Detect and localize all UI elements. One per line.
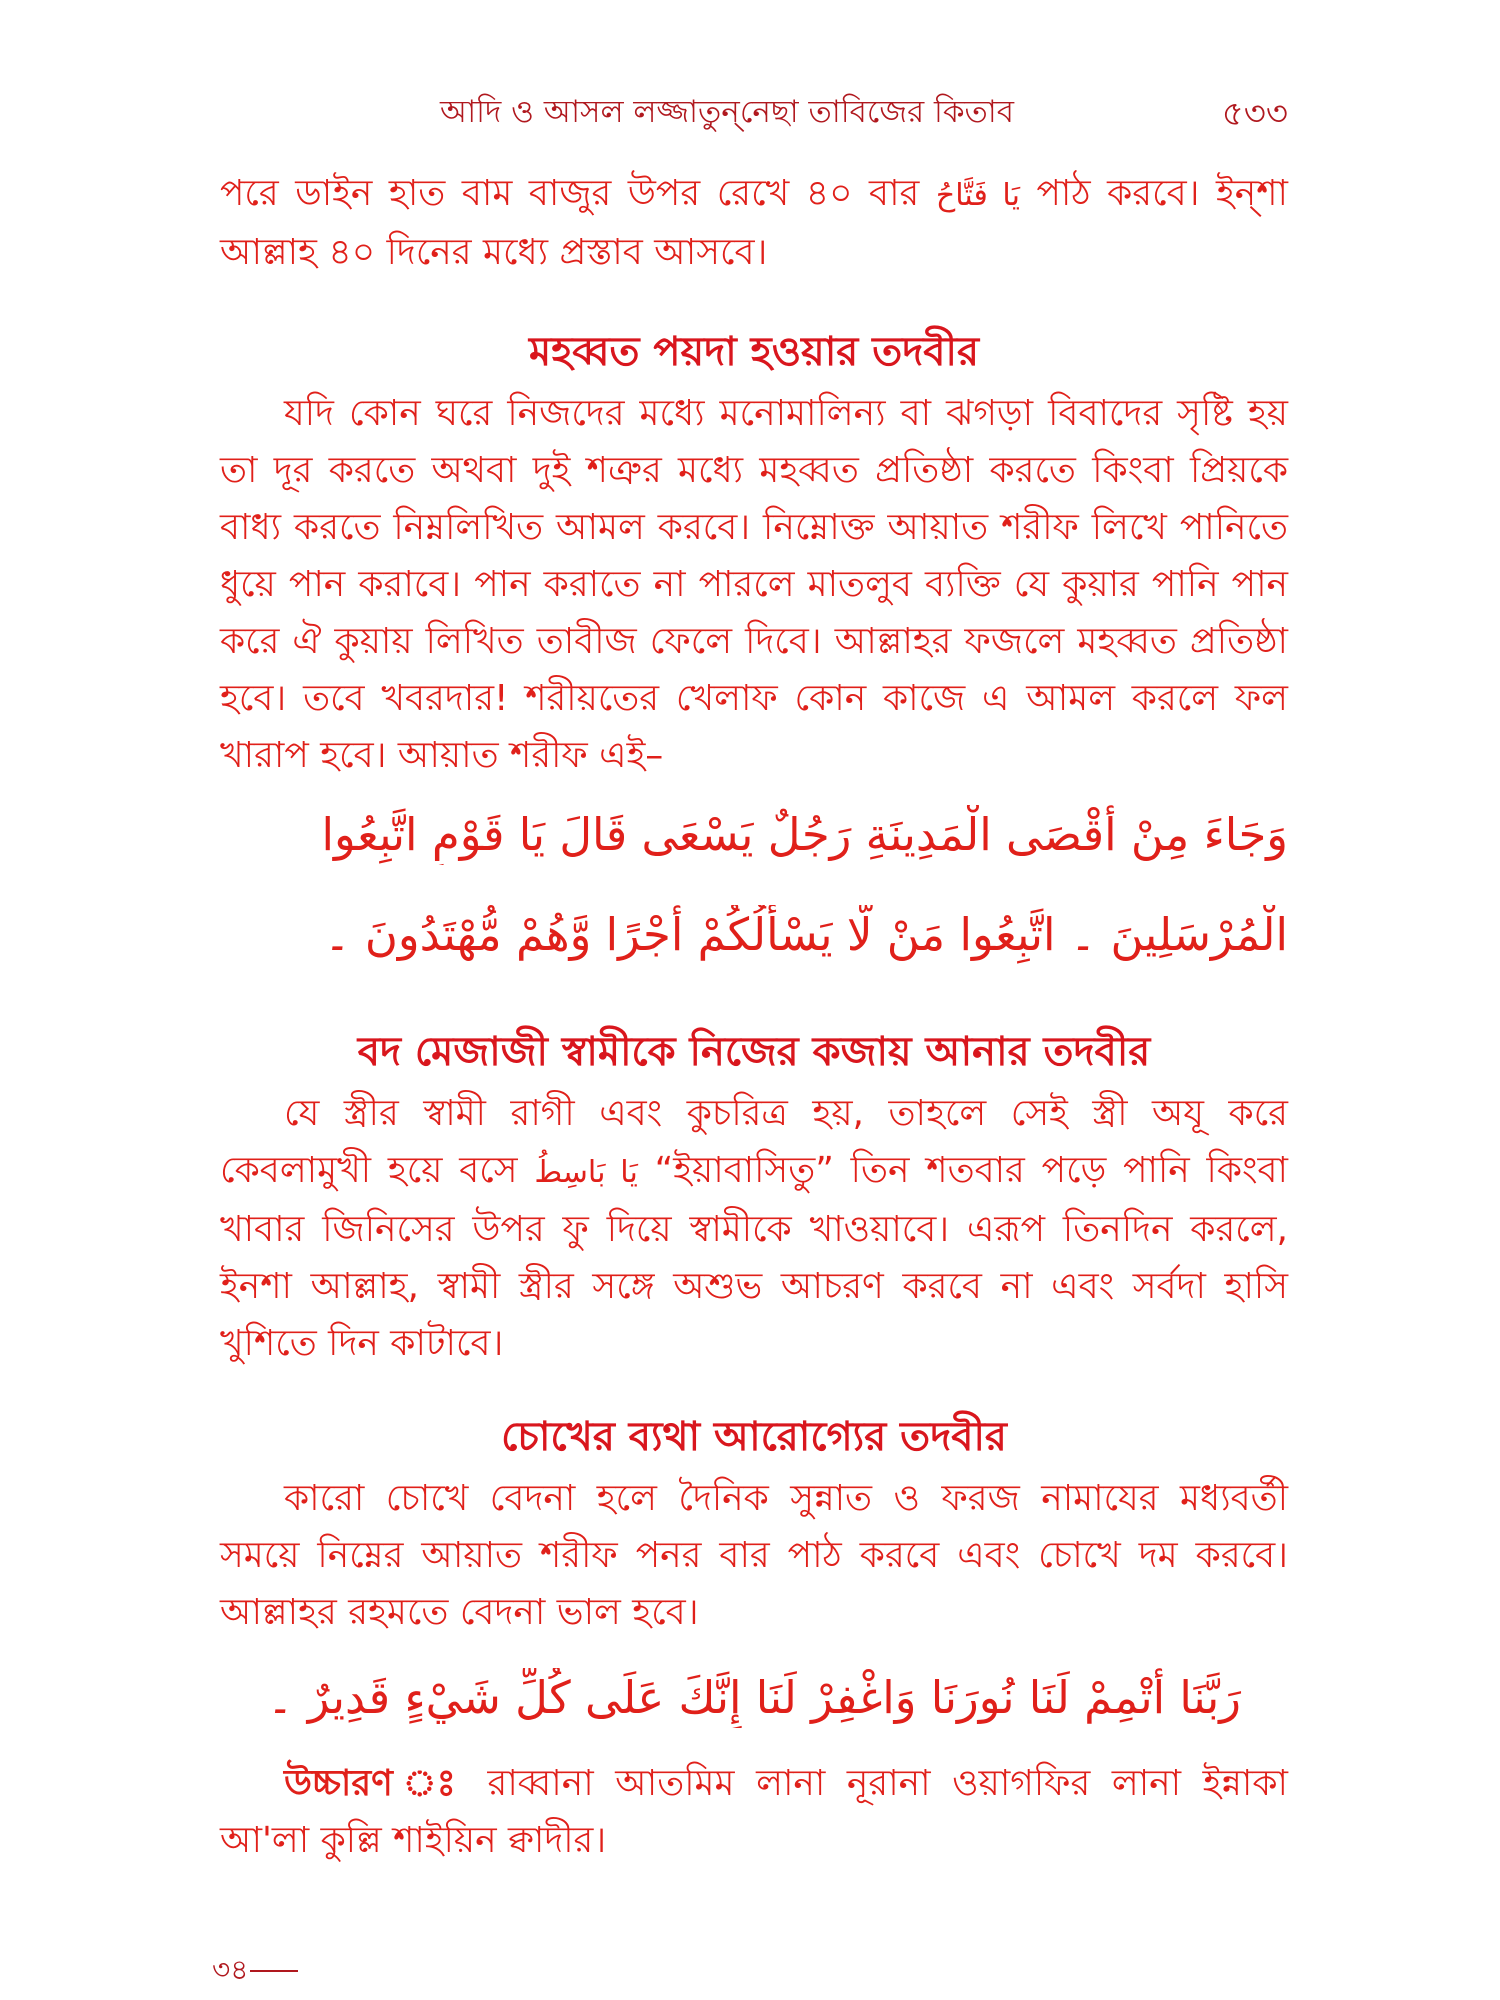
section1-paragraph	[220, 385, 1288, 784]
page-number: ৫৩৩	[1221, 94, 1288, 134]
running-header	[440, 88, 1288, 134]
section1-verse-line2: الْمُرْسَلِينَ ۔ اتَّبِعُوا مَنْ لَّا يَسْأَلُكُمْ أَجْرًا وَّهُمْ مُّهْتَدُونَ ۔	[324, 908, 1288, 961]
section3-verse: رَبَّنَا أَتْمِمْ لَنَا نُورَنَا وَاغْفِرْ لَنَا إِنَّكَ عَلَى كُلِّ شَيْءٍ قَدِيرٌ ۔	[267, 1671, 1241, 1724]
footer-rule	[250, 1970, 298, 1972]
intro-arabic: يَا فَتَّاحُ	[935, 178, 1020, 213]
section2-arabic: يَا بَاسِطُ	[534, 1155, 638, 1190]
intro-paragraph	[220, 165, 1288, 281]
section3-body: কারো চোখে বেদনা হলে দৈনিক সুন্নাত ও ফরজ নামাযের মধ্যবর্তী সময়ে নিম্নের আয়াত শরীফ পনর বার পাঠ করবে এবং চোখে দম করবে। আল্লাহর রহমতে বেদনা ভাল হবে।	[220, 1478, 1288, 1633]
section2-text-part1: যে স্ত্রীর স্বামী রাগী এবং কুচরিত্র হয়, তাহলে সেই স্ত্রী অযূ করে কেবলামুখী হয়ে বসে	[220, 1093, 1288, 1191]
pronunciation-text: রাব্বানা আতমিম লানা নূরানা ওয়াগফির লানা ইন্নাকা আ'লা কুল্লি শাইয়িন ক্বাদীর।	[220, 1763, 1288, 1861]
intro-text-part1: পরে ডাইন হাত বাম বাজুর উপর রেখে ৪০ বার	[220, 173, 920, 214]
section3-paragraph	[220, 1470, 1288, 1641]
section2-heading: বদ মেজাজী স্বামীকে নিজের কজায় আনার তদবীর	[357, 1029, 1151, 1075]
section3-heading: চোখের ব্যথা আরোগ্যের তদবীর	[501, 1414, 1007, 1460]
section2-text-part2: “ইয়াবাসিতু” তিন শতবার পড়ে পানি কিংবা খাবার জিনিসের উপর ফু দিয়ে স্বামীকে খাওয়াবে। এরূপ তিনদিন করলে, ইনশা আল্লাহ, স্বামী স্ত্রীর সঙ্গে অশুভ আচরণ করবে না এবং সর্বদা হাসি খুশিতে দিন কাটাবে।	[220, 1150, 1288, 1364]
section2-paragraph	[220, 1085, 1288, 1372]
footer-page-marker: ৩৪	[212, 1953, 249, 1986]
book-title: আদি ও আসল লজ্জাতুন্‌নেছা তাবিজের কিতাব	[440, 94, 1015, 130]
section1-body: যদি কোন ঘরে নিজদের মধ্যে মনোমালিন্য বা ঝগড়া বিবাদের সৃষ্টি হয় তা দূর করতে অথবা দুই শত্রুর মধ্যে মহব্বত প্রতিষ্ঠা করতে কিংবা প্রিয়কে বাধ্য করতে নিম্নলিখিত আমল করবে। নিম্নোক্ত আয়াত শরীফ লিখে পানিতে ধুয়ে পান করাবে। পান করাতে না পারলে মাতলুব ব্যক্তি যে কুয়ার পানি পান করে ঐ কুয়ায় লিখিত তাবীজ ফেলে দিবে। আল্লাহর ফজলে মহব্বত প্রতিষ্ঠা হবে। তবে খবরদার! শরীয়তের খেলাফ কোন কাজে এ আমল করলে ফল খারাপ হবে। আয়াত শরীফ এই–	[220, 393, 1288, 776]
section1-verse-line1: وَجَاءَ مِنْ أَقْصَى الْمَدِينَةِ رَجُلٌ يَسْعَى قَالَ يَا قَوْمِ اتَّبِعُوا	[321, 808, 1288, 861]
page-footer	[212, 1948, 298, 1995]
section1-heading: মহব্বত পয়দা হওয়ার তদবীর	[529, 329, 979, 375]
pronunciation-label: উচ্চারণ ঃ	[284, 1763, 466, 1804]
pronunciation-paragraph	[220, 1755, 1288, 1869]
intro-text-part2: পাঠ করবে। ইন্‌শা আল্লাহ ৪০ দিনের মধ্যে প্রস্তাব আসবে।	[220, 173, 1288, 273]
